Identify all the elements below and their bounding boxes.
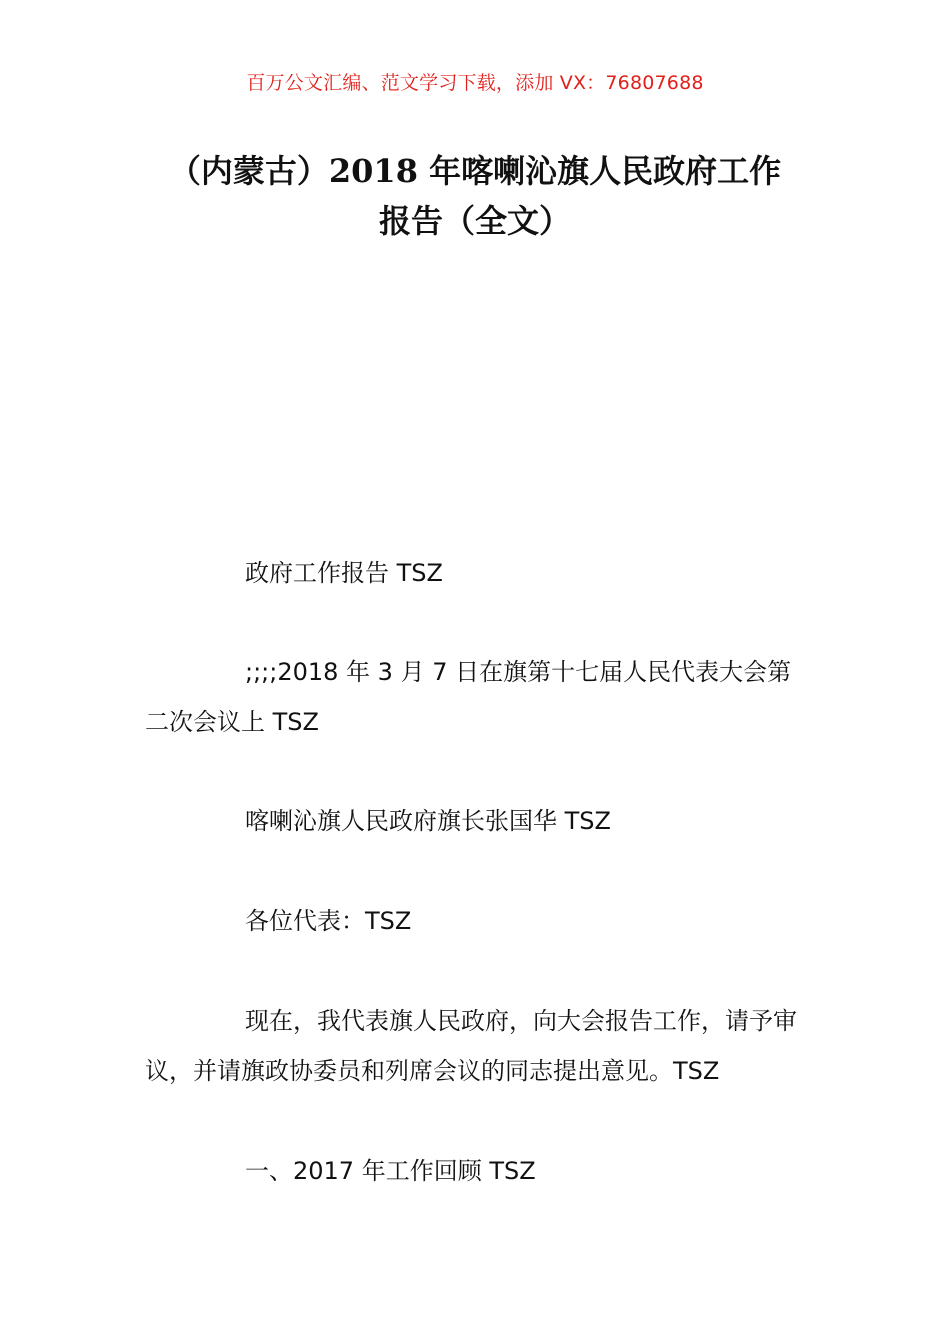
- paragraph-speaker: 喀喇沁旗人民政府旗长张国华 TSZ: [245, 807, 611, 835]
- paragraph-meeting-info: ;;;;2018 年 3 月 7 日在旗第十七届人民代表大会第二次会议上 TSZ: [145, 658, 792, 736]
- paragraph-report-heading: 政府工作报告 TSZ: [245, 559, 443, 587]
- paragraph-opening: 现在，我代表旗人民政府，向大会报告工作，请予审议，并请旗政协委员和列席会议的同志提出意见。TSZ: [145, 1007, 797, 1085]
- document-title-line-1: （内蒙古）2018 年喀喇沁旗人民政府工作: [168, 152, 782, 190]
- paragraph-salutation: 各位代表：TSZ: [245, 907, 412, 935]
- header-promo-note: 百万公文汇编、范文学习下载，添加 VX：76807688: [246, 72, 704, 94]
- section-heading-2017-review: 一、2017 年工作回顾 TSZ: [245, 1157, 536, 1185]
- document-title: [0, 146, 950, 246]
- document-title-line-2: 报告（全文）: [378, 202, 571, 240]
